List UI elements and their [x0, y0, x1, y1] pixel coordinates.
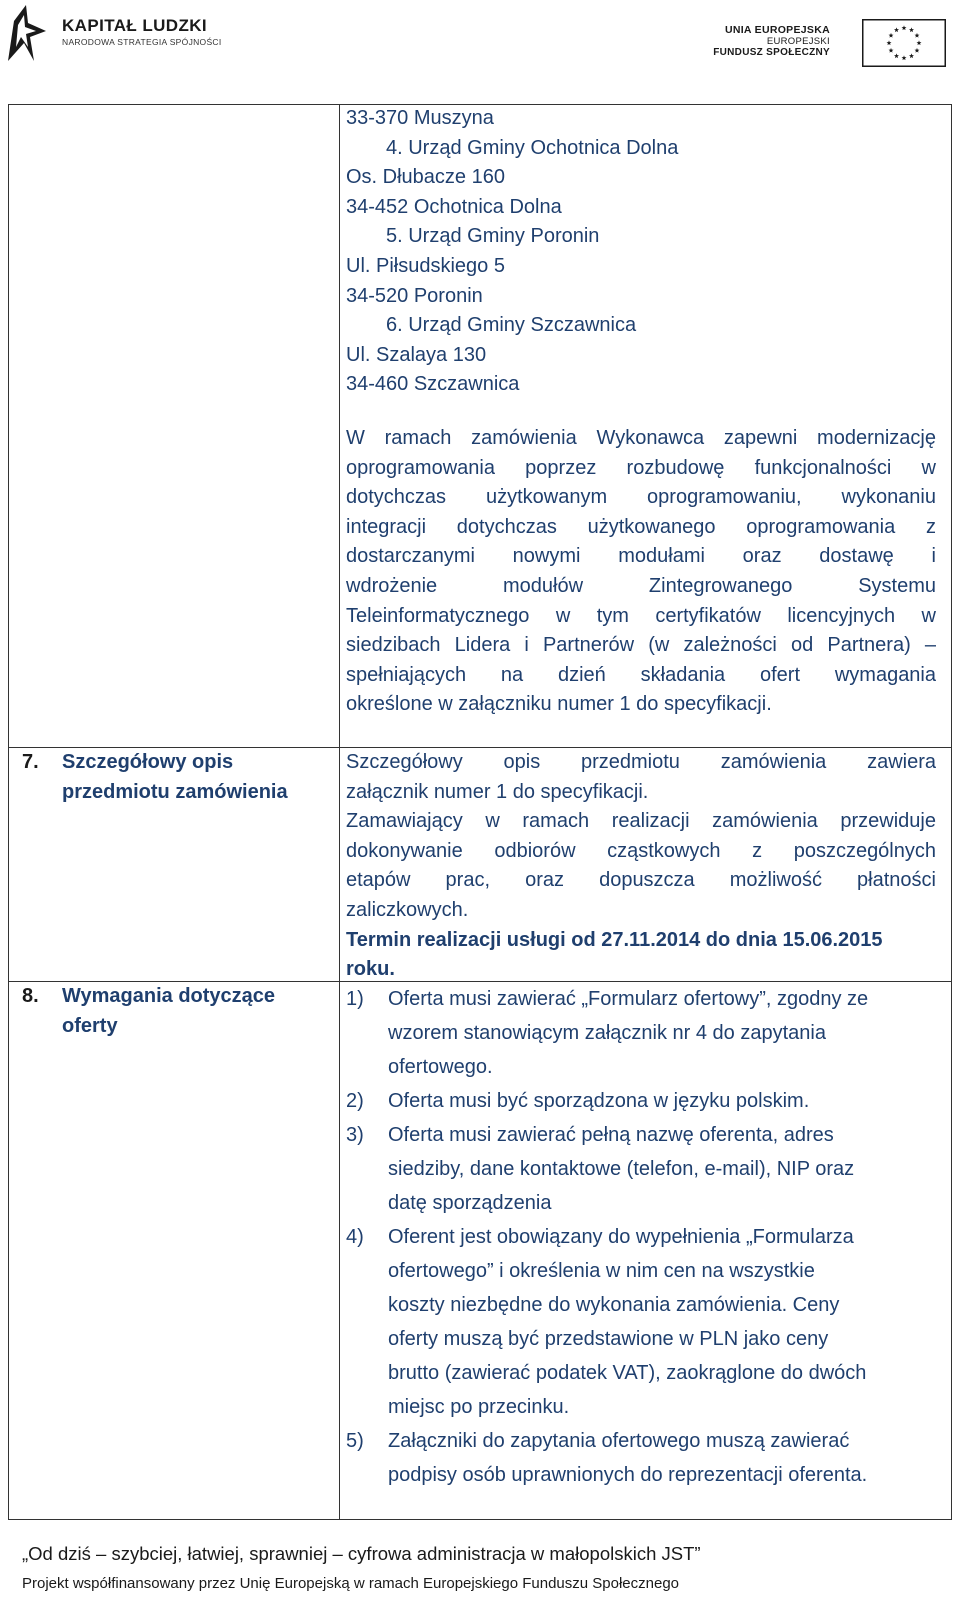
eu-flag-icon [862, 19, 946, 67]
logo-subtitle: NARODOWA STRATEGIA SPÓJNOŚCI [62, 37, 222, 47]
address-line: Ul. Piłsudskiego 5 [346, 254, 505, 277]
paragraph-line: Szczegółowy opis przedmiotu zamówienia zawiera [346, 751, 936, 773]
completion-term: roku. [346, 958, 395, 981]
requirement-line: siedziby, dane kontaktowe (telefon, e-mail), NIP oraz [388, 1158, 855, 1180]
requirement-line: ofertowego” i określenia w nim cen na wszystkie [388, 1260, 815, 1282]
address-list [346, 104, 936, 400]
column-divider [339, 105, 340, 1519]
logo-title: KAPITAŁ LUDZKI [62, 16, 208, 35]
address-line: 34-452 Ochotnica Dolna [346, 195, 562, 218]
eu-logo-text [713, 24, 830, 59]
paragraph-line: zaliczkowych. [346, 898, 469, 921]
page-header [0, 0, 960, 72]
kapital-ludzki-logo-text [62, 16, 222, 48]
paragraph-line: etapów prac, oraz dopuszcza możliwość płatności [346, 869, 936, 892]
requirement-number: 3) [346, 1124, 364, 1146]
section-title-line: Wymagania dotyczące [62, 985, 276, 1007]
requirement-item [346, 1084, 936, 1118]
requirement-number: 5) [346, 1430, 364, 1452]
paragraph-line: dokonywanie odbiorów cząstkowych z poszczególnych [346, 839, 936, 862]
office-name: 4. Urząd Gminy Ochotnica Dolna [386, 136, 679, 159]
address-line: 33-370 Muszyna [346, 107, 494, 129]
requirement-line: Oferent jest obowiązany do wypełnienia „Formularza [388, 1226, 854, 1248]
eu-logo-line1: UNIA EUROPEJSKA [724, 24, 830, 36]
section-number: 8. [22, 985, 39, 1007]
requirement-line: koszty niezbędne do wykonania zamówienia. Ceny [388, 1294, 840, 1316]
section-title [62, 748, 288, 807]
section-title [62, 982, 275, 1041]
section-title-line: Szczegółowy opis [62, 751, 234, 773]
requirement-text [388, 1220, 936, 1424]
paragraph-line: dotychczas użytkowanym oprogramowaniu, wykonaniu [346, 486, 936, 509]
requirement-text [388, 1424, 936, 1492]
section-8-content [346, 982, 936, 1492]
scope-paragraph [346, 424, 936, 720]
paragraph-line: określone w załączniku numer 1 do specyfikacji. [346, 693, 772, 716]
paragraph-line: siedzibach Lidera i Partnerów (w zależności od Partnera) – [346, 634, 936, 657]
requirement-line: podpisy osób uprawnionych do reprezentacji oferenta. [388, 1464, 868, 1486]
address-line: 34-460 Szczawnica [346, 373, 520, 396]
office-name: 5. Urząd Gminy Poronin [386, 225, 600, 248]
cofinancing-note: Projekt współfinansowany przez Unię Europejską w ramach Europejskiego Funduszu Społecznego [22, 1575, 680, 1592]
requirement-number: 2) [346, 1090, 364, 1112]
requirement-text [388, 1118, 936, 1220]
requirement-line: miejsc po przecinku. [388, 1396, 570, 1418]
paragraph-line: W ramach zamówienia Wykonawca zapewni modernizację [346, 427, 936, 449]
requirement-text [388, 1084, 936, 1118]
project-slogan: „Od dziś – szybciej, łatwiej, sprawniej – cyfrowa administracja w małopolskich JST” [22, 1543, 701, 1564]
requirement-item [346, 1424, 936, 1492]
requirement-line: Oferta musi zawierać „Formularz ofertowy”, zgodny ze [388, 988, 869, 1010]
paragraph-line: integracji dotychczas użytkowanego oprogramowania z [346, 515, 936, 538]
page-footer [22, 1542, 942, 1595]
requirement-item [346, 982, 936, 1084]
paragraph-line: Teleinformatycznego w tym certyfikatów licencyjnych w [346, 604, 936, 627]
requirement-item [346, 1220, 936, 1424]
section-title-line: oferty [62, 1014, 118, 1037]
requirement-line: wzorem stanowiącym załącznik nr 4 do zapytania [388, 1022, 826, 1044]
requirement-line: datę sporządzenia [388, 1192, 552, 1214]
section-number: 7. [22, 751, 39, 773]
requirement-line: oferty muszą być przedstawione w PLN jako ceny [388, 1328, 829, 1350]
kapital-ludzki-logo-icon [4, 3, 50, 63]
paragraph-line: spełniających na dzień składania ofert wymagania [346, 663, 936, 686]
address-line: 34-520 Poronin [346, 284, 483, 307]
eu-logo-line3: FUNDUSZ SPOŁECZNY [713, 47, 830, 58]
requirement-line: ofertowego. [388, 1056, 493, 1078]
paragraph-line: dostarczanymi nowymi modułami oraz dostawę i [346, 545, 936, 568]
address-line: Os. Dłubacze 160 [346, 166, 505, 189]
paragraph-line: wdrożenie modułów Zintegrowanego Systemu [346, 574, 936, 597]
section-title-line: przedmiotu zamówienia [62, 780, 288, 803]
paragraph-line: załącznik numer 1 do specyfikacji. [346, 780, 649, 803]
requirement-line: Załączniki do zapytania ofertowego muszą zawierać [388, 1430, 850, 1452]
section-7-content [346, 748, 936, 985]
requirement-number: 4) [346, 1226, 364, 1248]
requirement-item [346, 1118, 936, 1220]
eu-logo-line2: EUROPEJSKI [766, 36, 830, 47]
office-name: 6. Urząd Gminy Szczawnica [386, 314, 637, 337]
requirement-text [388, 982, 936, 1084]
paragraph-line: Zamawiający w ramach realizacji zamówienia przewiduje [346, 810, 936, 833]
completion-term: Termin realizacji usługi od 27.11.2014 do dnia 15.06.2015 [346, 928, 883, 951]
requirement-line: Oferta musi zawierać pełną nazwę oferenta, adres [388, 1124, 834, 1146]
requirement-number: 1) [346, 988, 364, 1010]
address-line: Ul. Szalaya 130 [346, 343, 487, 366]
paragraph-line: oprogramowania poprzez rozbudowę funkcjonalności w [346, 456, 936, 479]
requirement-line: brutto (zawierać podatek VAT), zaokrąglone do dwóch [388, 1362, 867, 1384]
requirement-line: Oferta musi być sporządzona w języku polskim. [388, 1090, 810, 1112]
